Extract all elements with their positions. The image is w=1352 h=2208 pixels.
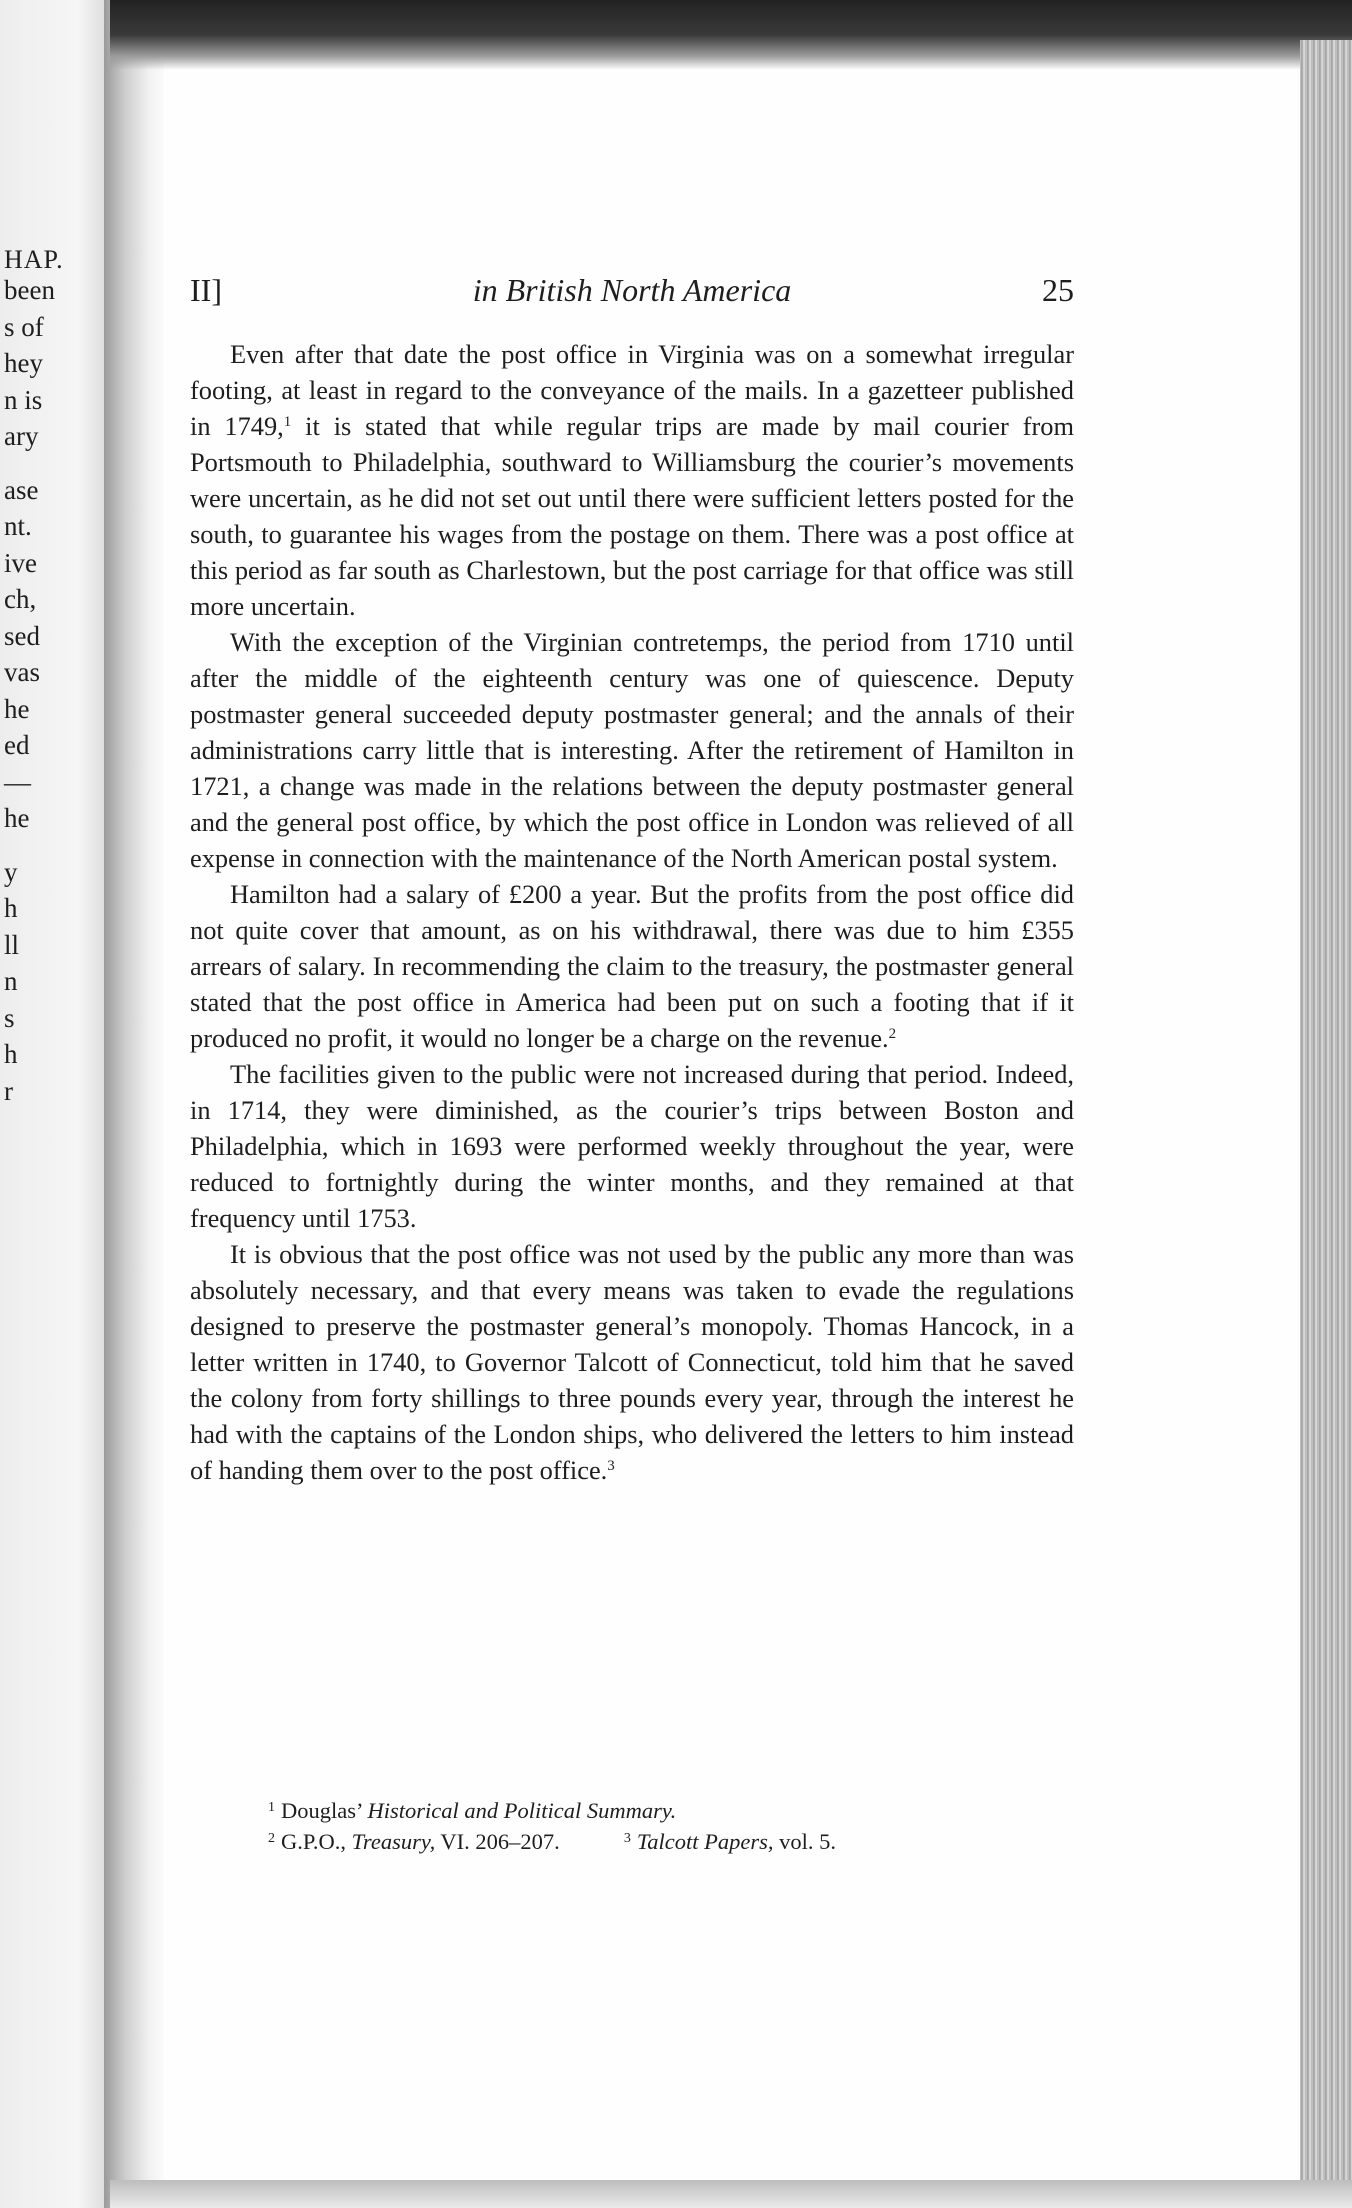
paragraph-text: it is stated that while regular trips are made by mail courier from Portsmouth to Philadelphia, southward to Williamsburg the courier’s movements were uncertain, as he did not set out until there were sufficient letters posted for the south, to guarantee his wages from the postage on them. There was a post office at this period as far south as Charlestown, but the post carriage for that office was still more uncertain. (190, 411, 1074, 621)
left-page-edge (0, 0, 112, 2208)
left-page-text-fragments (0, 245, 112, 1109)
left-fragment: h (4, 893, 18, 923)
right-page-edges (1300, 40, 1352, 2180)
left-fragment: sed (4, 620, 40, 651)
footnote-1 (268, 1794, 1028, 1825)
left-fragment: ive (4, 547, 37, 578)
left-fragment: h (4, 1039, 18, 1069)
left-fragment: been (4, 275, 55, 305)
paragraph-2 (190, 624, 1074, 876)
left-fragment: nt. (4, 511, 32, 541)
paragraph-4 (190, 1056, 1074, 1236)
page-number: 25 (1042, 272, 1074, 308)
footnotes (268, 1794, 1028, 1856)
left-fragment: ary (4, 421, 39, 451)
footnote-marker: 3 (623, 1831, 631, 1846)
footnote-text: VI. 206–207. (435, 1829, 560, 1854)
footnote-ref: 3 (607, 1458, 615, 1474)
left-page-header-fragment: HAP. (4, 245, 64, 274)
left-fragment: ed (4, 730, 30, 760)
left-fragment: n (4, 966, 18, 996)
left-fragment: — (4, 766, 31, 797)
footnote-2-3 (268, 1825, 1028, 1856)
chapter-number: II] (190, 272, 222, 308)
left-fragment: r (4, 1075, 13, 1106)
paragraph-text: Hamilton had a salary of £200 a year. But the profits from the post office did not quite cover that amount, as on his withdrawal, there was due to him £355 arrears of salary. In recommending the claim to the treasury, the postmaster general stated that the post office in America had been put on such a footing that if it produced no profit, it would no longer be a charge on the revenue. (190, 879, 1074, 1053)
left-fragment: hey (4, 348, 43, 378)
footnote-text: Douglas’ (281, 1798, 368, 1823)
paragraph-3 (190, 876, 1074, 1056)
paragraph-text: It is obvious that the post office was not used by the public any more than was absolutely necessary, and that every means was taken to evade the regulations designed to preserve the postmaster general’s monopoly. Thomas Hancock, in a letter written in 1740, to Governor Talcott of Connecticut, told him that he saved the colony from forty shillings to three pounds every year, through the interest he had with the captains of the London ships, who delivered the letters to him instead of handing them over to the post office. (190, 1239, 1074, 1485)
footnote-title: Talcott Papers, (636, 1829, 774, 1854)
footnote-text: G.P.O., (281, 1829, 352, 1854)
left-fragment: s (4, 1002, 15, 1033)
left-fragment: n is (4, 384, 43, 415)
paragraph-text: With the exception of the Virginian contretemps, the period from 1710 until after the middle of the eighteenth century was one of quiescence. Deputy postmaster general succeeded deputy postmaster general; and the annals of their administrations carry little that is interesting. After the retirement of Hamilton in 1721, a change was made in the relations between the deputy postmaster general and the general post office, by which the post office in London was relieved of all expense in connection with the maintenance of the North American postal system. (190, 627, 1074, 873)
left-fragment: ase (4, 474, 39, 505)
top-page-edge (110, 0, 1352, 70)
book-gutter-shadow (104, 0, 164, 2208)
left-fragment: he (4, 693, 30, 724)
paragraph-text: Even after that date the post office in Virginia was on a somewhat irregular footing, at least in regard to the conveyance of the mails. In a gazetteer published in 1749, (190, 339, 1074, 441)
left-fragment: he (4, 803, 30, 833)
footnote-marker: 1 (268, 1800, 275, 1815)
running-header (190, 272, 1074, 312)
left-fragment: ch, (4, 584, 37, 614)
left-fragment: s of (4, 311, 44, 342)
left-fragment: ll (4, 929, 20, 960)
paragraph-5 (190, 1236, 1074, 1488)
footnote-ref: 2 (888, 1026, 897, 1042)
bottom-page-edge (110, 2180, 1352, 2208)
running-title: in British North America (472, 272, 792, 308)
paragraph-text: The facilities given to the public were not increased during that period. Indeed, in 1714, they were diminished, as the courier’s trips between Boston and Philadelphia, which in 1693 were performed weekly throughout the year, were reduced to fortnightly during the winter months, and they remained at that frequency until 1753. (190, 1059, 1074, 1233)
left-fragment: vas (4, 657, 40, 687)
footnote-text: vol. 5. (773, 1829, 837, 1854)
paragraph-1 (190, 336, 1074, 624)
left-fragment: y (4, 856, 18, 887)
footnote-title: Historical and Political Summary. (367, 1798, 677, 1823)
footnote-ref: 1 (283, 414, 292, 430)
body-text (190, 336, 1074, 1488)
footnote-marker: 2 (268, 1831, 275, 1846)
footnote-title: Treasury, (351, 1829, 436, 1854)
